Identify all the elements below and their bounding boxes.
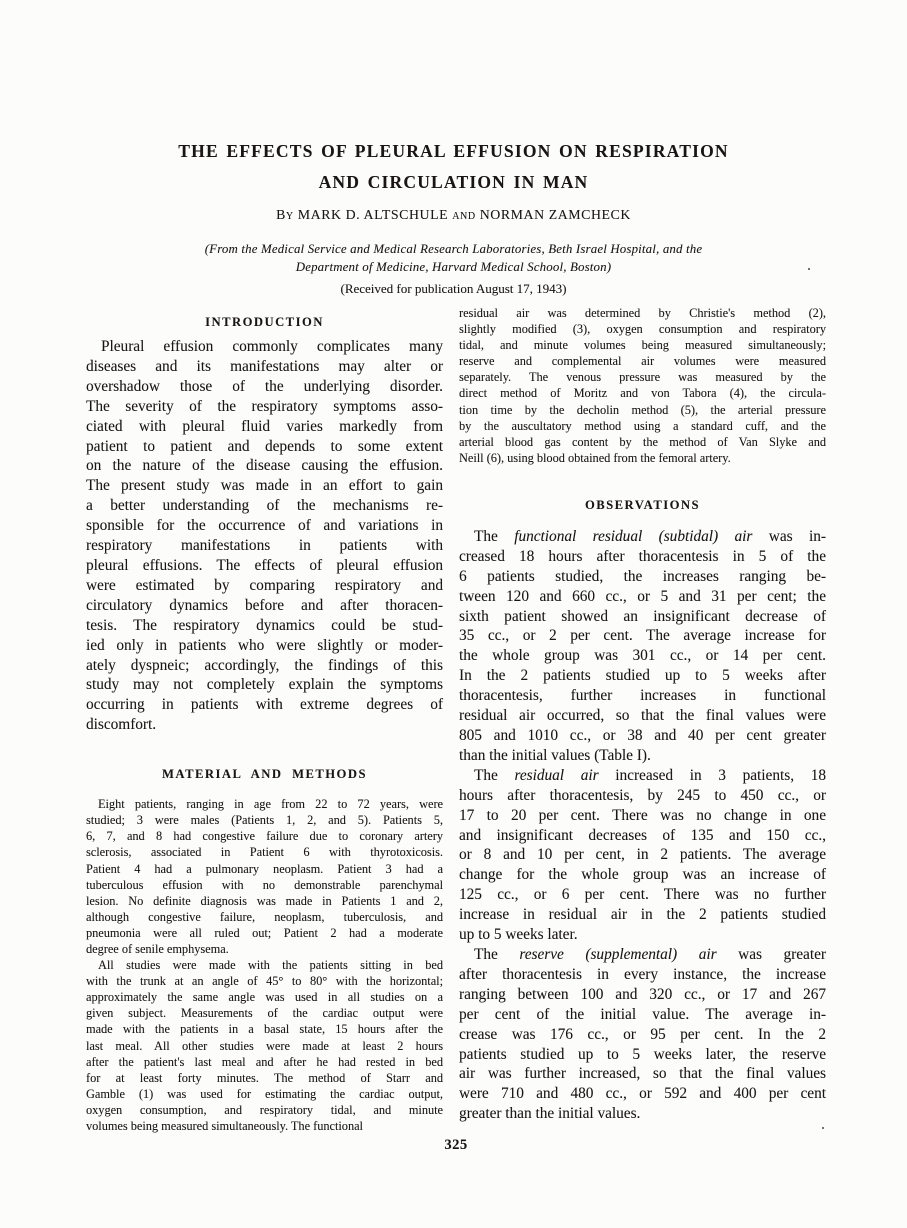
text-line — [86, 844, 443, 860]
text-segment: tween 120 and 660 cc., or 5 and 31 per cent; the — [459, 587, 826, 605]
text-line — [86, 796, 443, 812]
paragraph — [459, 945, 826, 1124]
text-segment: arterial blood gas content by the method of Van Slyke and — [459, 434, 826, 449]
text-segment: sclerosis, associated in Patient 6 with thyrotoxicosis. — [86, 845, 443, 860]
text-segment: residual air occurred, so that the final values were — [459, 707, 826, 725]
text-segment: The present study was made in an effort to gain — [86, 477, 443, 495]
text-line — [86, 437, 443, 457]
text-line — [459, 865, 826, 885]
scan-artifact — [808, 268, 810, 270]
text-segment: per cent of the initial value. The average in- — [459, 1005, 826, 1023]
text-segment: separately. The venous pressure was measured by the — [459, 370, 826, 385]
byline-prefix: By — [276, 207, 294, 222]
text-segment: patient to patient and depends to some extent — [86, 437, 443, 455]
text-segment: overshadow those of the underlying disorder. — [86, 377, 443, 395]
text-segment: The — [474, 527, 515, 545]
text-segment: Neill (6), using blood obtained from the femoral artery. — [459, 450, 731, 465]
text-line — [86, 909, 443, 925]
text-line — [86, 861, 443, 877]
text-line — [459, 985, 826, 1005]
text-line — [459, 587, 826, 607]
text-line — [86, 1118, 443, 1134]
text-line — [459, 1084, 826, 1104]
author-name-1: MARK D. ALTSCHULE — [297, 207, 449, 222]
text-segment: than the initial values (Table I). — [459, 746, 651, 764]
author-name-2: NORMAN ZAMCHECK — [479, 207, 631, 222]
text-line — [86, 675, 443, 695]
text-segment: last meal. All other studies were made at least 2 hours — [86, 1038, 443, 1053]
text-segment: sixth patient showed an insignificant decrease of — [459, 607, 826, 625]
text-segment: diseases and its manifestations may alter or — [86, 357, 443, 375]
text-segment: Patient 4 had a pulmonary neoplasm. Patient 3 had a — [86, 861, 443, 876]
text-segment: hours after thoracentesis, by 245 to 450 cc., or — [459, 786, 826, 804]
text-segment: 35 cc., or 2 per cent. The average increase for — [459, 627, 826, 645]
text-segment: or 8 and 10 per cent, in 2 patients. The average — [459, 846, 826, 864]
text-line — [459, 1005, 826, 1025]
text-segment: reserve and complemental air volumes were measured — [459, 354, 826, 369]
text-line — [459, 369, 826, 385]
text-segment: tesis. The respiratory dynamics could be stud- — [86, 616, 443, 634]
text-segment: ately dyspneic; accordingly, the findings of this — [86, 656, 443, 674]
text-segment: change for the whole group was an increase of — [459, 866, 826, 884]
text-line — [86, 957, 443, 973]
text-line — [459, 666, 826, 686]
text-segment: tuberculous effusion with no demonstrable parenchymal — [86, 877, 443, 892]
text-line — [459, 450, 826, 466]
paragraph — [86, 957, 443, 1134]
text-line — [86, 616, 443, 636]
text-segment: lesion. No definite diagnosis was made in Patients 1 and 2, — [86, 893, 443, 908]
text-segment: occurring in patients with extreme degrees of — [86, 696, 443, 714]
column-right — [459, 305, 826, 1124]
text-line — [86, 1005, 443, 1021]
text-line — [86, 377, 443, 397]
text-segment: crease was 176 cc., or 95 per cent. In the 2 — [459, 1025, 826, 1043]
text-segment: residual air was determined by Christie's method (2), — [459, 306, 826, 320]
received-note: (Received for publication August 17, 1943) — [340, 281, 567, 296]
emphasized-text: residual air — [514, 766, 599, 784]
text-segment: for at least forty minutes. The method of Starr and — [86, 1070, 443, 1085]
text-line — [459, 766, 826, 786]
text-line — [86, 877, 443, 893]
text-line — [86, 1021, 443, 1037]
text-segment: tidal, and minute volumes being measured simultaneously; — [459, 338, 826, 353]
text-segment: Pleural effusion commonly complicates many — [101, 338, 443, 355]
text-segment: given subject. Measurements of the cardiac output were — [86, 1006, 443, 1021]
text-line — [86, 989, 443, 1005]
text-line — [459, 626, 826, 646]
emphasized-text: functional residual (subtidal) air — [514, 527, 753, 545]
text-line — [459, 965, 826, 985]
text-segment: were 710 and 480 cc., or 592 and 400 per cent — [459, 1085, 826, 1103]
text-line — [86, 1054, 443, 1070]
text-line — [86, 695, 443, 715]
text-line — [86, 636, 443, 656]
text-segment: after the patient's last meal and after he had rested in bed — [86, 1054, 443, 1069]
text-segment: greater than the initial values. — [459, 1105, 641, 1123]
text-line — [459, 686, 826, 706]
text-segment: respiratory manifestations in patients with — [86, 537, 443, 555]
text-segment: thoracentesis, further increases in functional — [459, 687, 826, 705]
text-segment: 6, 7, and 8 had congestive failure due to coronary artery — [86, 829, 443, 844]
text-segment: were estimated by comparing respiratory and — [86, 576, 443, 594]
text-line — [459, 786, 826, 806]
text-segment: pleural effusions. The effects of pleural effusion — [86, 556, 443, 574]
text-line — [459, 646, 826, 666]
text-line — [86, 556, 443, 576]
title-line-2: AND CIRCULATION IN MAN — [318, 172, 589, 192]
text-line — [86, 973, 443, 989]
text-line — [86, 941, 443, 957]
paragraph — [86, 796, 443, 957]
text-line — [86, 516, 443, 536]
text-segment: oxygen consumption, and respiratory tidal, and minute — [86, 1102, 443, 1117]
text-segment: circulatory dynamics before and after thoracen- — [86, 596, 443, 614]
text-segment: with the trunk at an angle of 45° to 80° with the horizontal; — [86, 974, 443, 989]
section-heading: MATERIAL AND METHODS — [162, 767, 367, 782]
text-segment: up to 5 weeks later. — [459, 926, 578, 944]
text-segment: study may not completely explain the symptoms — [86, 676, 443, 694]
text-line — [459, 1025, 826, 1045]
text-segment: made with the patients in a basal state, 15 hours after the — [86, 1022, 443, 1037]
text-line — [459, 706, 826, 726]
column-left — [86, 305, 443, 1134]
text-line — [86, 893, 443, 909]
text-line — [86, 536, 443, 556]
text-segment: approximately the same angle was used in all studies on a — [86, 990, 443, 1005]
text-segment: a better understanding of the mechanisms re- — [86, 497, 443, 515]
text-line — [459, 567, 826, 587]
text-line — [86, 417, 443, 437]
text-segment: on the nature of the disease causing the effusion. — [86, 457, 443, 475]
text-segment: All studies were made with the patients sitting in bed — [98, 958, 443, 973]
text-line — [459, 1045, 826, 1065]
text-segment: degree of senile emphysema. — [86, 941, 229, 956]
text-line — [459, 527, 826, 547]
text-segment: ranging between 100 and 320 cc., or 17 and 267 — [459, 985, 826, 1003]
paragraph — [459, 305, 826, 466]
two-column-body — [86, 305, 826, 1134]
text-line — [86, 496, 443, 516]
text-segment: Eight patients, ranging in age from 22 to 72 years, were — [98, 797, 443, 812]
text-segment: 17 to 20 per cent. There was no change in one — [459, 806, 826, 824]
text-segment: ied only in patients who were slightly or moder- — [86, 636, 443, 654]
text-line — [86, 656, 443, 676]
text-segment: In the 2 patients studied up to 5 weeks after — [459, 667, 826, 685]
text-line — [459, 607, 826, 627]
byline — [0, 207, 907, 223]
text-line — [459, 806, 826, 826]
text-line — [86, 476, 443, 496]
text-segment: and insignificant decreases of 135 and 150 cc., — [459, 826, 826, 844]
text-line — [459, 945, 826, 965]
section-heading: INTRODUCTION — [205, 315, 324, 329]
text-line — [459, 321, 826, 337]
text-line — [459, 845, 826, 865]
text-segment: studied; 3 were males (Patients 1, 2, and 5). Patients 5, — [86, 813, 443, 828]
text-line — [86, 357, 443, 377]
byline-connector: and — [452, 207, 476, 222]
text-segment: creased 18 hours after thoracentesis in 5 of the — [459, 547, 826, 565]
text-line — [459, 434, 826, 450]
text-line — [459, 925, 826, 945]
text-segment: 125 cc., or 6 per cent. There was no further — [459, 886, 826, 904]
text-line — [459, 305, 826, 321]
affiliation-line-2: Department of Medicine, Harvard Medical School, Boston) — [295, 259, 612, 274]
text-line — [459, 726, 826, 746]
text-segment: The severity of the respiratory symptoms asso- — [86, 397, 443, 415]
text-line — [459, 418, 826, 434]
text-line — [86, 1038, 443, 1054]
text-segment: increase in residual air in the 2 patients studied — [459, 906, 826, 924]
text-segment: slightly modified (3), oxygen consumption and respiratory — [459, 322, 826, 337]
text-line — [459, 385, 826, 401]
text-segment: The — [474, 766, 515, 784]
text-segment: patients studied up to 5 weeks later, the reserve — [459, 1045, 826, 1063]
text-segment: Gamble (1) was used for estimating the cardiac output, — [86, 1086, 443, 1101]
paragraph — [459, 766, 826, 945]
text-line — [86, 812, 443, 828]
text-segment: sponsible for the occurrence of and variations in — [86, 517, 443, 535]
text-segment: was greater — [716, 945, 826, 963]
text-line — [459, 746, 826, 766]
text-segment: discomfort. — [86, 716, 157, 734]
emphasized-text: reserve (supplemental) air — [519, 945, 717, 963]
text-segment: although congestive failure, neoplasm, tuberculosis, and — [86, 909, 443, 924]
text-line — [459, 547, 826, 567]
text-segment: 805 and 1010 cc., or 38 and 40 per cent greater — [459, 727, 826, 744]
text-line — [86, 1070, 443, 1086]
text-line — [459, 337, 826, 353]
text-line — [86, 925, 443, 941]
affiliation — [0, 241, 907, 276]
page-number: 325 — [444, 1137, 468, 1153]
text-segment: volumes being measured simultaneously. The functional — [86, 1119, 363, 1133]
text-segment: direct method of Moritz and von Tabora (4), the circula- — [459, 386, 826, 401]
paragraph — [86, 337, 443, 735]
title-line-1: THE EFFECTS OF PLEURAL EFFUSION ON RESPIRATION — [178, 141, 729, 161]
text-segment: 6 patients studied, the increases ranging be- — [459, 567, 826, 585]
text-line — [86, 828, 443, 844]
text-line — [459, 1104, 826, 1124]
text-segment: after thoracentesis in every instance, the increase — [459, 965, 826, 983]
text-line — [459, 826, 826, 846]
text-segment: The — [474, 945, 520, 963]
article-title — [0, 136, 907, 198]
text-line — [459, 1064, 826, 1084]
text-segment: tion time by the decholin method (5), the arterial pressure — [459, 402, 826, 417]
scan-artifact — [822, 1127, 824, 1129]
text-line — [86, 1102, 443, 1118]
text-segment: was in- — [752, 527, 826, 545]
section-heading: OBSERVATIONS — [584, 497, 701, 512]
text-segment: pneumonia were all ruled out; Patient 2 had a moderate — [86, 925, 443, 940]
text-line — [86, 596, 443, 616]
text-line — [459, 905, 826, 925]
text-line — [86, 576, 443, 596]
text-line — [86, 397, 443, 417]
text-line — [86, 337, 443, 357]
text-line — [459, 402, 826, 418]
affiliation-line-1: (From the Medical Service and Medical Research Laboratories, Beth Israel Hospital, and the — [204, 242, 703, 256]
text-line — [86, 456, 443, 476]
text-segment: ciated with pleural fluid varies markedly from — [86, 417, 443, 435]
text-line — [86, 715, 443, 735]
text-line — [459, 885, 826, 905]
text-line — [86, 1086, 443, 1102]
text-line — [459, 353, 826, 369]
text-segment: increased in 3 patients, 18 — [598, 766, 826, 784]
text-segment: the whole group was 301 cc., or 14 per cent. — [459, 647, 826, 665]
text-segment: air was further increased, so that the final values — [459, 1065, 826, 1083]
text-segment: by the auscultatory method using a standard cuff, and the — [459, 418, 826, 433]
paragraph — [459, 527, 826, 766]
